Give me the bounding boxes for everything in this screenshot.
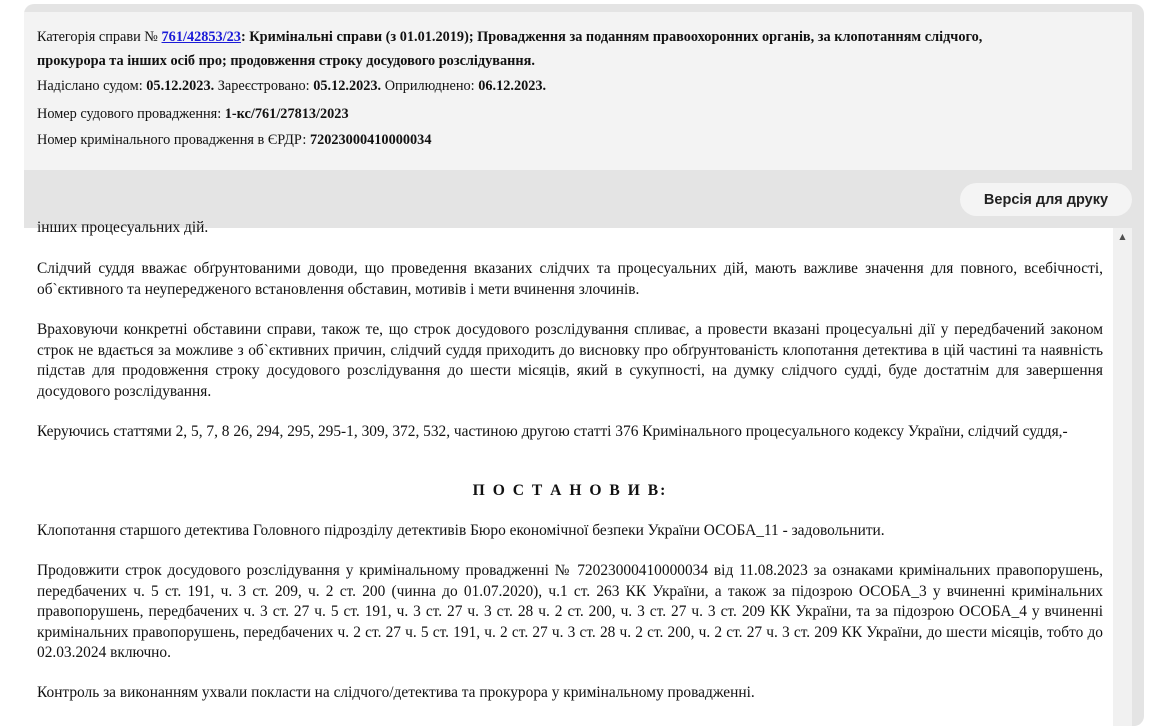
paragraph-4: Клопотання старшого детектива Головного підрозділу детективів Бюро економічної безпеки України ОСОБА_11 - задовольнити. bbox=[37, 522, 885, 539]
case-info-header bbox=[24, 12, 1132, 170]
resolution-heading: П О С Т А Н О В И В: bbox=[472, 482, 668, 499]
case-category-line-2 bbox=[37, 52, 535, 70]
paragraph-6: Контроль за виконанням ухвали покласти на слідчого/детектива та прокурора у кримінальному провадженні. bbox=[37, 684, 755, 701]
paragraph-3: Керуючись статтями 2, 5, 7, 8 26, 294, 295, 295-1, 309, 372, 532, частиною другою статті 376 Кримінального процесуального кодексу України, слідчий суддя,- bbox=[37, 423, 1068, 440]
published-label: Оприлюднено: bbox=[381, 78, 479, 94]
sent-date: 05.12.2023. bbox=[146, 78, 215, 94]
case-category-line bbox=[37, 28, 982, 46]
cut-off-line: інших процесуальних дій. bbox=[37, 219, 209, 236]
vertical-scrollbar[interactable] bbox=[1113, 228, 1132, 726]
sent-label: Надіслано судом: bbox=[37, 78, 147, 94]
print-version-button[interactable]: Версія для друку bbox=[960, 183, 1132, 216]
category-value-continued: прокурора та інших осіб про; продовження строку досудового розслідування. bbox=[37, 53, 535, 69]
case-number-link[interactable]: 761/42853/23 bbox=[161, 29, 241, 45]
court-proceeding-number bbox=[37, 105, 349, 123]
court-number-label: Номер судового провадження: bbox=[37, 106, 225, 122]
erdr-label: Номер кримінального провадження в ЄРДР: bbox=[37, 132, 310, 148]
scroll-up-arrow-icon[interactable]: ▲ bbox=[1119, 232, 1126, 241]
paragraph-1: Слідчий суддя вважає обґрунтованими доводи, що проведення вказаних слідчих та процесуальних дій, мають важливе значення для повного, всебічності, об`єктивного та неупередженого встановлення обставин, мотивів і мети вчинення злочинів. bbox=[37, 260, 1103, 298]
published-date: 06.12.2023. bbox=[478, 78, 547, 94]
court-number-value: 1-кс/761/27813/2023 bbox=[224, 106, 349, 122]
registered-label: Зареєстровано: bbox=[214, 78, 314, 94]
category-value: : Кримінальні справи (з 01.01.2019); Провадження за поданням правоохоронних органів, за клопотанням слідчого, bbox=[240, 29, 983, 45]
category-label: Категорія справи № bbox=[37, 29, 162, 45]
document-text bbox=[24, 219, 1131, 726]
dates-line bbox=[37, 77, 546, 95]
erdr-value: 72023000410000034 bbox=[309, 132, 432, 148]
paragraph-5: Продовжити строк досудового розслідування у кримінальному провадженні № 72023000410000034 від 11.08.2023 за ознаками кримінальних правопорушень, передбачених ч. 5 ст. 191, ч. 3 ст. 209, ч. 2 ст. 200 (чинна до 01.07.2020), ч.1 ст. 263 КК України, а також за підозрою ОСОБА_3 у вчиненні кримінальних правопорушень, передбачених ч. 3 ст. 27 ч. 5 ст. 191, ч. 3 ст. 27 ч. 3 ст. 28 ч. 2 ст. 200, ч. 3 ст. 27 ч. 3 ст. 209 КК України, та за підозрою ОСОБА_4 у вчиненні кримінальних правопорушень, передбачених ч. 2 ст. 27 ч. 5 ст. 191, ч. 2 ст. 27 ч. 3 ст. 28 ч. 2 ст. 200, ч. 2 ст. 27 ч. 3 ст. 209 КК України, до шести місяців, тобто до 02.03.2024 включно. bbox=[37, 562, 1103, 661]
erdr-number bbox=[37, 131, 431, 149]
paragraph-2: Враховуючи конкретні обставини справи, також те, що строк досудового розслідування спливає, а провести вказані процесуальні дії у передбачений законом строк не вдається за можливе з об`єктивних причин, слідчий суддя приходить до висновку про обґрунтованість клопотання детектива в цій частині та наявність підстав для продовження строку досудового розслідування до шести місяців, який в сукупності, на думку слідчого судді, буде достатнім для завершення досудового розслідування. bbox=[37, 321, 1103, 400]
registered-date: 05.12.2023. bbox=[313, 78, 382, 94]
